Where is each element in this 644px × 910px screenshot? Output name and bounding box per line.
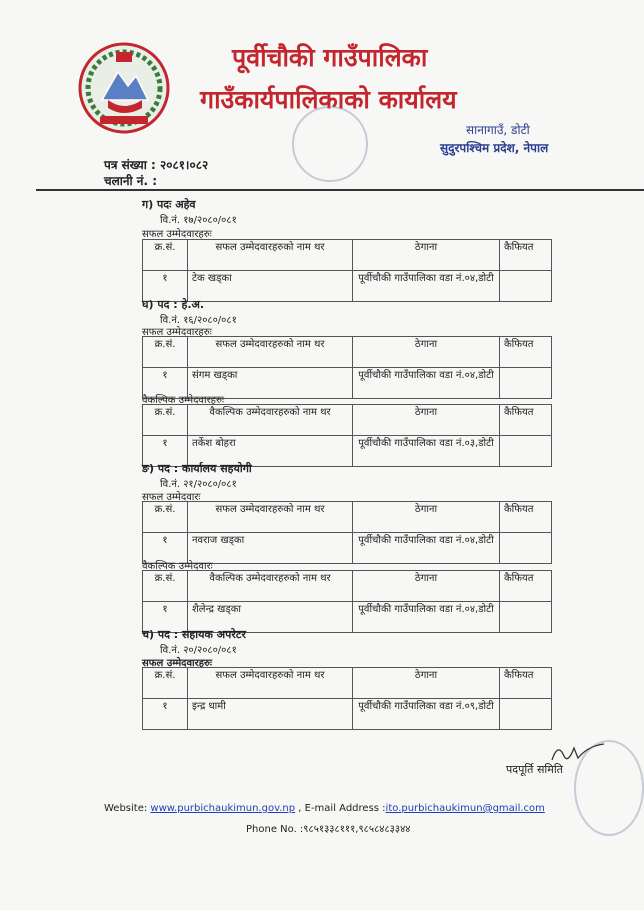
col-address: ठेगाना — [353, 502, 500, 533]
candidates-label: सफल उम्मेदवारहरुः — [142, 658, 213, 669]
col-remarks: कैफियत — [500, 571, 552, 602]
email-label: , E-mail Address : — [295, 803, 386, 814]
cell-name: टेक खड्का — [188, 271, 353, 302]
col-name: सफल उम्मेदवारहरुको नाम थर — [188, 502, 353, 533]
candidates-label: सफल उम्मेदवारहरुः — [142, 229, 212, 240]
cell-name: इन्द्र धामी — [188, 699, 353, 730]
cell-sn: १ — [143, 699, 188, 730]
cell-sn: १ — [143, 436, 188, 467]
cell-remarks — [500, 602, 552, 633]
col-address: ठेगाना — [353, 405, 500, 436]
col-remarks: कैफियत — [500, 502, 552, 533]
website-label: Website: — [104, 803, 151, 814]
col-name: सफल उम्मेदवारहरुको नाम थर — [188, 668, 353, 699]
candidates-table — [142, 336, 552, 399]
table-header-row — [143, 571, 552, 602]
col-remarks: कैफियत — [500, 337, 552, 368]
col-sn: क्र.सं. — [143, 502, 188, 533]
cell-sn: १ — [143, 602, 188, 633]
dispatch-number: चलानी नं. : — [104, 174, 158, 188]
decision-date: वि.नं. २१/२०८०/०८१ — [160, 479, 237, 490]
col-sn: क्र.सं. — [143, 571, 188, 602]
candidates-table — [142, 667, 552, 730]
table-header-row — [143, 405, 552, 436]
post-title: घ) पद : हे.अ. — [142, 298, 205, 311]
cell-sn: १ — [143, 271, 188, 302]
office-title-line1: पूर्वीचौकी गाउँपालिका — [232, 43, 428, 72]
cell-name: शैलेन्द्र खड्का — [188, 602, 353, 633]
alternate-candidates-table — [142, 570, 552, 633]
alternate-candidates-table — [142, 404, 552, 467]
col-address: ठेगाना — [353, 571, 500, 602]
col-address: ठेगाना — [353, 668, 500, 699]
cell-remarks — [500, 699, 552, 730]
table-header-row — [143, 502, 552, 533]
cell-address: पूर्वीचौकी गाउँपालिका वडा नं.०३,डोटी — [353, 436, 500, 467]
cell-name: नवराज खड्का — [188, 533, 353, 564]
email-link[interactable]: ito.purbichaukimun@gmail.com — [385, 803, 545, 814]
alternate-candidates-label: वैकल्पिक उम्मेदवारः — [142, 561, 213, 572]
post-title: ग) पदः अहेव — [142, 198, 196, 211]
col-sn: क्र.सं. — [143, 337, 188, 368]
table-header-row — [143, 668, 552, 699]
decision-date: वि.नं. २०/२०८०/०८१ — [160, 645, 237, 656]
cell-name: संगम खड्का — [188, 368, 353, 399]
cell-remarks — [500, 533, 552, 564]
col-address: ठेगाना — [353, 337, 500, 368]
website-link[interactable]: www.purbichaukimun.gov.np — [150, 803, 296, 814]
candidates-table — [142, 239, 552, 302]
decision-date: वि.नं. १६/२०८०/०८१ — [160, 315, 237, 326]
office-stamp-icon — [574, 740, 644, 836]
cell-address: पूर्वीचौकी गाउँपालिका वडा नं.०४,डोटी — [353, 602, 500, 633]
col-name: सफल उम्मेदवारहरुको नाम थर — [188, 337, 353, 368]
cell-remarks — [500, 368, 552, 399]
ref-number: पत्र संख्या : २०८१।०८२ — [104, 158, 209, 172]
col-name: वैकल्पिक उम्मेदवारहरुको नाम थर — [188, 571, 353, 602]
cell-remarks — [500, 271, 552, 302]
table-row — [143, 699, 552, 730]
phone-number: Phone No. :९८५१३३८१११,९८५८४८३३४४ — [246, 824, 411, 835]
table-header-row — [143, 337, 552, 368]
cell-address: पूर्वीचौकी गाउँपालिका वडा नं.०४,डोटी — [353, 533, 500, 564]
col-sn: क्र.सं. — [143, 668, 188, 699]
col-name: सफल उम्मेदवारहरुको नाम थर — [188, 240, 353, 271]
col-remarks: कैफियत — [500, 405, 552, 436]
cell-address: पूर्वीचौकी गाउँपालिका वडा नं.०९,डोटी — [353, 699, 500, 730]
candidates-table — [142, 501, 552, 564]
col-sn: क्र.सं. — [143, 240, 188, 271]
table-header-row — [143, 240, 552, 271]
col-sn: क्र.सं. — [143, 405, 188, 436]
address-line2: सुदुरपश्चिम प्रदेश, नेपाल — [440, 141, 549, 155]
post-title: च) पद : सहायक अपरेटर — [142, 628, 246, 641]
office-stamp-icon — [292, 106, 368, 182]
office-title-line2: गाउँकार्यपालिकाको कार्यालय — [200, 85, 457, 114]
col-remarks: कैफियत — [500, 668, 552, 699]
candidates-label: सफल उम्मेदवारहरुः — [142, 327, 212, 338]
col-remarks: कैफियत — [500, 240, 552, 271]
header-divider — [36, 189, 644, 191]
candidates-label: सफल उम्मेदवारः — [142, 492, 201, 503]
col-name: वैकल्पिक उम्मेदवारहरुको नाम थर — [188, 405, 353, 436]
cell-remarks — [500, 436, 552, 467]
cell-address: पूर्वीचौकी गाउँपालिका वडा नं.०४,डोटी — [353, 271, 500, 302]
footer-contact — [104, 803, 545, 814]
cell-sn: १ — [143, 533, 188, 564]
decision-date: वि.नं. १७/२०८०/०८१ — [160, 215, 237, 226]
post-title: ङ) पद : कार्यालय सहयोगी — [142, 462, 252, 475]
col-address: ठेगाना — [353, 240, 500, 271]
cell-name: तर्केश बोहरा — [188, 436, 353, 467]
alternate-candidates-label: वैकल्पिक उम्मेदवारहरुः — [142, 395, 224, 406]
cell-address: पूर्वीचौकी गाउँपालिका वडा नं.०४,डोटी — [353, 368, 500, 399]
address-line1: सानागाउँ, डोटी — [466, 123, 530, 137]
cell-sn: १ — [143, 368, 188, 399]
nepal-emblem-icon — [78, 42, 170, 134]
committee-signature: पदपूर्ति समिति — [506, 763, 563, 776]
